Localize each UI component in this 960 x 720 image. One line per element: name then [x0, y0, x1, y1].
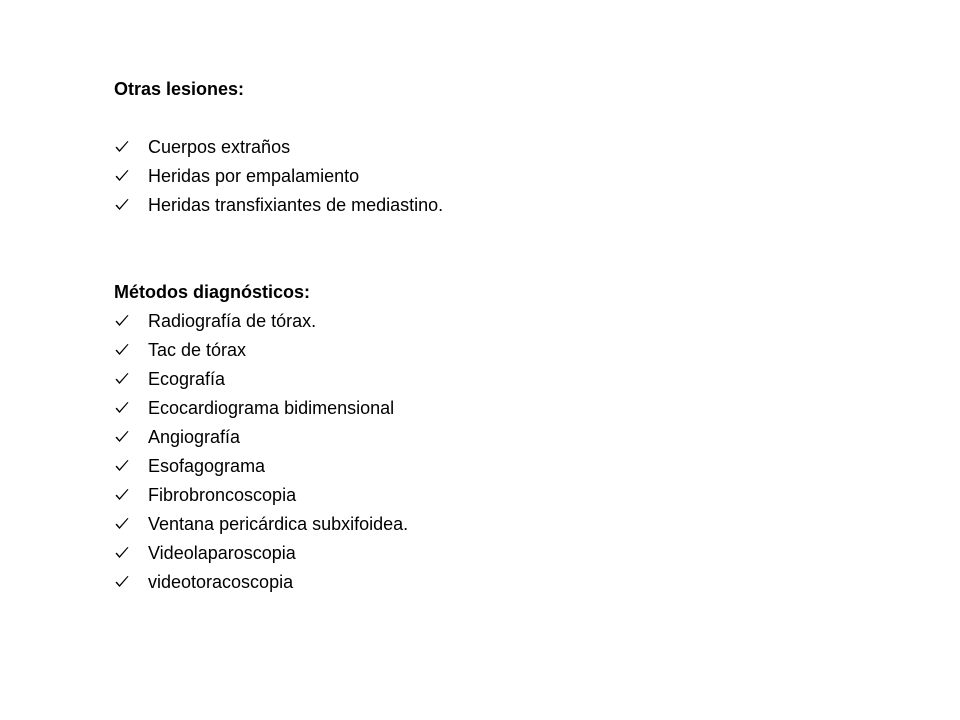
section-heading: Métodos diagnósticos:: [114, 282, 311, 302]
list-item: [114, 394, 814, 423]
section-heading: Otras lesiones:: [114, 79, 245, 99]
checkmark-icon: [114, 168, 130, 184]
list-item-text: Radiografía de tórax.: [148, 311, 317, 331]
spacer: [114, 104, 814, 133]
section-metodos-diagnosticos: [114, 278, 814, 597]
list-item-text: Heridas transfixiantes de mediastino.: [148, 195, 444, 215]
list-item-text: Esofagograma: [148, 456, 266, 476]
checkmark-icon: [114, 487, 130, 503]
checkmark-icon: [114, 342, 130, 358]
checkmark-icon: [114, 458, 130, 474]
list-item-text: Heridas por empalamiento: [148, 166, 360, 186]
checkmark-icon: [114, 197, 130, 213]
list-item: [114, 510, 814, 539]
list-item-text: Ecografía: [148, 369, 226, 389]
list-item-text: Ecocardiograma bidimensional: [148, 398, 395, 418]
list-item: [114, 423, 814, 452]
checklist: [114, 307, 814, 597]
list-item-text: Tac de tórax: [148, 340, 247, 360]
list-item: [114, 568, 814, 597]
checkmark-icon: [114, 400, 130, 416]
list-item: [114, 191, 814, 220]
list-item-text: Angiografía: [148, 427, 241, 447]
list-item: [114, 162, 814, 191]
checkmark-icon: [114, 371, 130, 387]
list-item-text: Fibrobroncoscopia: [148, 485, 297, 505]
checkmark-icon: [114, 516, 130, 532]
list-item-text: Ventana pericárdica subxifoidea.: [148, 514, 409, 534]
list-item: [114, 481, 814, 510]
checkmark-icon: [114, 139, 130, 155]
list-item-text: videotoracoscopia: [148, 572, 294, 592]
list-item-text: Cuerpos extraños: [148, 137, 291, 157]
slide-content: [114, 75, 814, 597]
spacer: [114, 220, 814, 278]
list-item: [114, 336, 814, 365]
section-otras-lesiones: [114, 75, 814, 220]
list-item: [114, 539, 814, 568]
list-item: [114, 133, 814, 162]
list-item-text: Videolaparoscopia: [148, 543, 296, 563]
checkmark-icon: [114, 429, 130, 445]
checkmark-icon: [114, 545, 130, 561]
checkmark-icon: [114, 574, 130, 590]
list-item: [114, 452, 814, 481]
checklist: [114, 133, 814, 220]
checkmark-icon: [114, 313, 130, 329]
list-item: [114, 365, 814, 394]
list-item: [114, 307, 814, 336]
